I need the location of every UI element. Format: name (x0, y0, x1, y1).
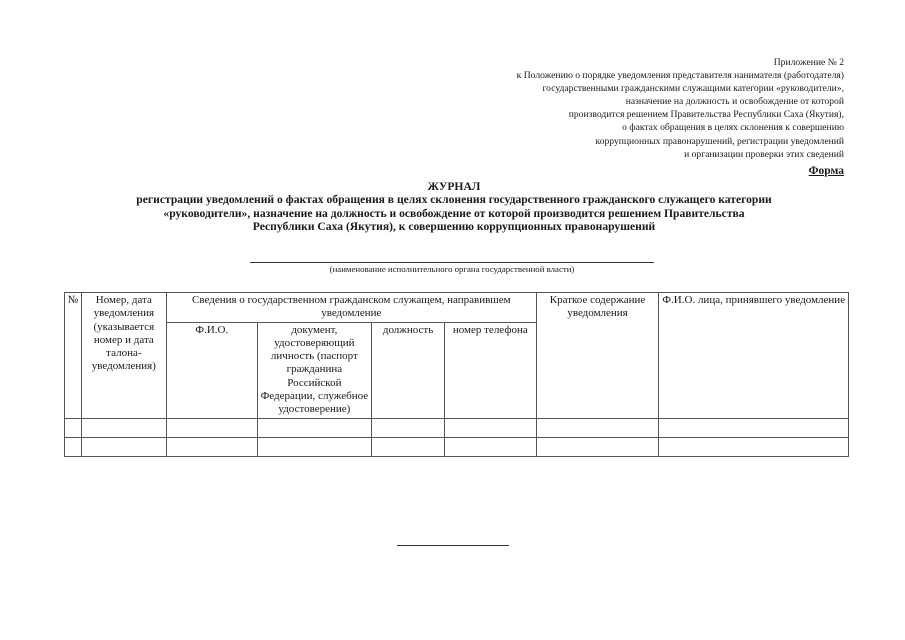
header-registration: Номер, дата уведомления (указывается номер и дата талона-уведомления) (81, 293, 166, 419)
header-position: должность (372, 322, 445, 418)
org-name-line (250, 262, 654, 263)
footnote-line (397, 545, 509, 546)
table-cell (81, 418, 166, 437)
appendix-line: производится решением Правительства Республики Саха (Якутия), (568, 109, 844, 121)
header-content: Краткое содержание уведомления (536, 293, 659, 419)
table-cell (167, 437, 258, 456)
title-line: Республики Саха (Якутия), к совершению коррупционных правонарушений (252, 220, 656, 234)
table-cell (536, 418, 659, 437)
header-accepted-by: Ф.И.О. лица, принявшего уведомление (659, 293, 849, 419)
table-cell (257, 437, 372, 456)
header-number: № (65, 293, 82, 419)
table-cell (257, 418, 372, 437)
title-line: «руководители», назначение на должность и освобождение от которой производится решением Правительства (163, 206, 745, 220)
journal-table (64, 292, 849, 457)
table-cell (65, 418, 82, 437)
appendix-block (424, 56, 844, 161)
appendix-line: назначение на должность и освобождение от которой (625, 96, 844, 108)
appendix-line: и организации проверки этих сведений (684, 148, 844, 160)
header-phone: номер телефона (445, 322, 537, 418)
header-fio: Ф.И.О. (167, 322, 258, 418)
table-row (65, 437, 849, 456)
form-label: Форма (808, 165, 844, 177)
table-cell (372, 437, 445, 456)
table-row (65, 418, 849, 437)
table-cell (445, 418, 537, 437)
appendix-line: Приложение № 2 (773, 57, 844, 68)
table-cell (659, 418, 849, 437)
table-cell (81, 437, 166, 456)
appendix-line: к Положению о порядке уведомления представителя нанимателя (работодателя) (516, 70, 844, 82)
table-cell (536, 437, 659, 456)
appendix-line: о фактах обращения в целях склонения к совершению (622, 122, 844, 134)
document-title (64, 180, 844, 234)
appendix-line: коррупционных правонарушений, регистрации уведомлений (595, 135, 844, 147)
table-cell (167, 418, 258, 437)
title-line: ЖУРНАЛ (427, 180, 481, 193)
header-employee-info: Сведения о государственном гражданском служащем, направившем уведомление (167, 293, 537, 323)
header-document: документ, удостоверяющий личность (паспорт гражданина Российской Федерации, служебное удостоверение) (257, 322, 372, 418)
title-line: регистрации уведомлений о фактах обращения в целях склонения государственного гражданского служащего категории (136, 193, 772, 207)
table-cell (65, 437, 82, 456)
table-cell (372, 418, 445, 437)
table-header-row (65, 293, 849, 323)
org-name-caption: (наименование исполнительного органа государственной власти) (329, 264, 575, 274)
appendix-line: государственными гражданскими служащими категории «руководители», (542, 83, 844, 95)
table-cell (445, 437, 537, 456)
table-cell (659, 437, 849, 456)
